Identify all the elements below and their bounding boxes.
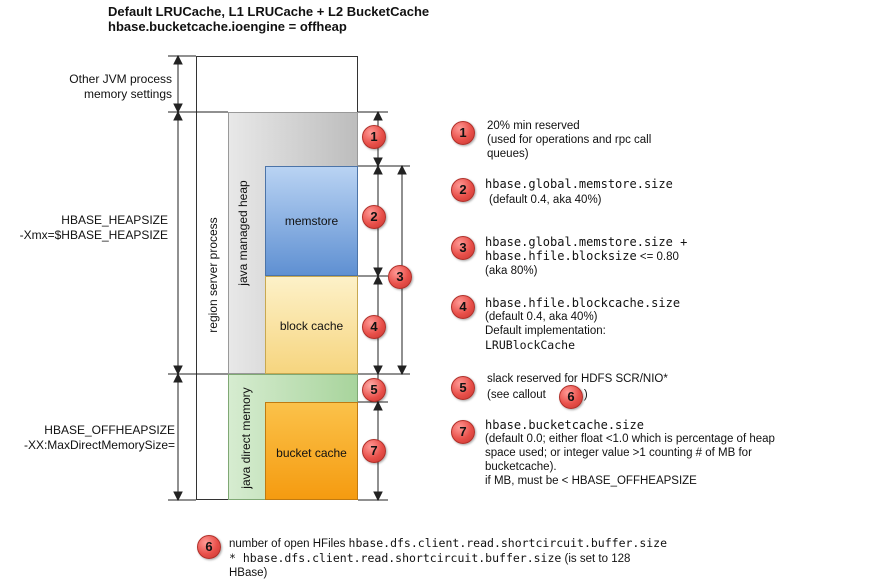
note-badge-4: 4 <box>451 295 475 319</box>
diagram-badge-1: 1 <box>362 125 386 149</box>
diagram-badge-5: 5 <box>362 378 386 402</box>
note-3: hbase.global.memstore.size + hbase.hfile.blocksize <= 0.80 (aka 80%) <box>485 235 688 277</box>
note-2: hbase.global.memstore.size (default 0.4, aka 40%) <box>485 177 673 206</box>
offheap-line-1: HBASE_OFFHEAPSIZE <box>44 423 175 437</box>
note-4: hbase.hfile.blockcache.size (default 0.4, aka 40%) Default implementation: LRUBlockCache <box>485 296 681 352</box>
heapsize-line-2: -Xmx=$HBASE_HEAPSIZE <box>19 228 168 242</box>
title-line-2: hbase.bucketcache.ioengine = offheap <box>108 19 347 34</box>
block-cache-label: block cache <box>279 319 344 333</box>
memstore-label: memstore <box>284 214 339 228</box>
note-6: number of open HFiles hbase.dfs.client.read.shortcircuit.buffer.size * hbase.dfs.client.read.shortcircuit.buffer.size (is set to 128 HBase) <box>229 536 668 579</box>
java-direct-memory-label: java direct memory <box>239 387 253 489</box>
title-line-1: Default LRUCache, L1 LRUCache + L2 BucketCache <box>108 4 430 19</box>
note-7: hbase.bucketcache.size (default 0.0; either float <1.0 which is percentage of heap space used; or integer value >1 counting # of MB for bucketcache). if MB, must be < HBASE_OFFHEAPSIZE <box>485 418 775 487</box>
region-server-process-label: region server process <box>206 217 220 333</box>
diagram-badge-4: 4 <box>362 315 386 339</box>
note-badge-3: 3 <box>451 236 475 260</box>
other-jvm-line-1: Other JVM process <box>69 72 172 86</box>
java-managed-heap-label: java managed heap <box>236 180 250 286</box>
bucket-cache-label: bucket cache <box>276 446 347 460</box>
other-jvm-line-2: memory settings <box>83 87 172 101</box>
note-1: 20% min reserved (used for operations and rpc call queues) <box>487 120 652 160</box>
note-5: slack reserved for HDFS SCR/NIO* (see callout ) <box>487 373 668 401</box>
note-badge-2: 2 <box>451 178 475 202</box>
offheap-line-2: -XX:MaxDirectMemorySize= <box>23 438 175 452</box>
note-badge-1: 1 <box>451 121 475 145</box>
note-badge-6: 6 <box>197 535 221 559</box>
note-badge-5: 5 <box>451 376 475 400</box>
note-badge-7: 7 <box>451 420 475 444</box>
note-5-callout-badge-6: 6 <box>559 385 583 409</box>
heapsize-line-1: HBASE_HEAPSIZE <box>61 213 168 227</box>
diagram-badge-3: 3 <box>388 265 412 289</box>
diagram-badge-2: 2 <box>362 205 386 229</box>
diagram-badge-7: 7 <box>362 439 386 463</box>
